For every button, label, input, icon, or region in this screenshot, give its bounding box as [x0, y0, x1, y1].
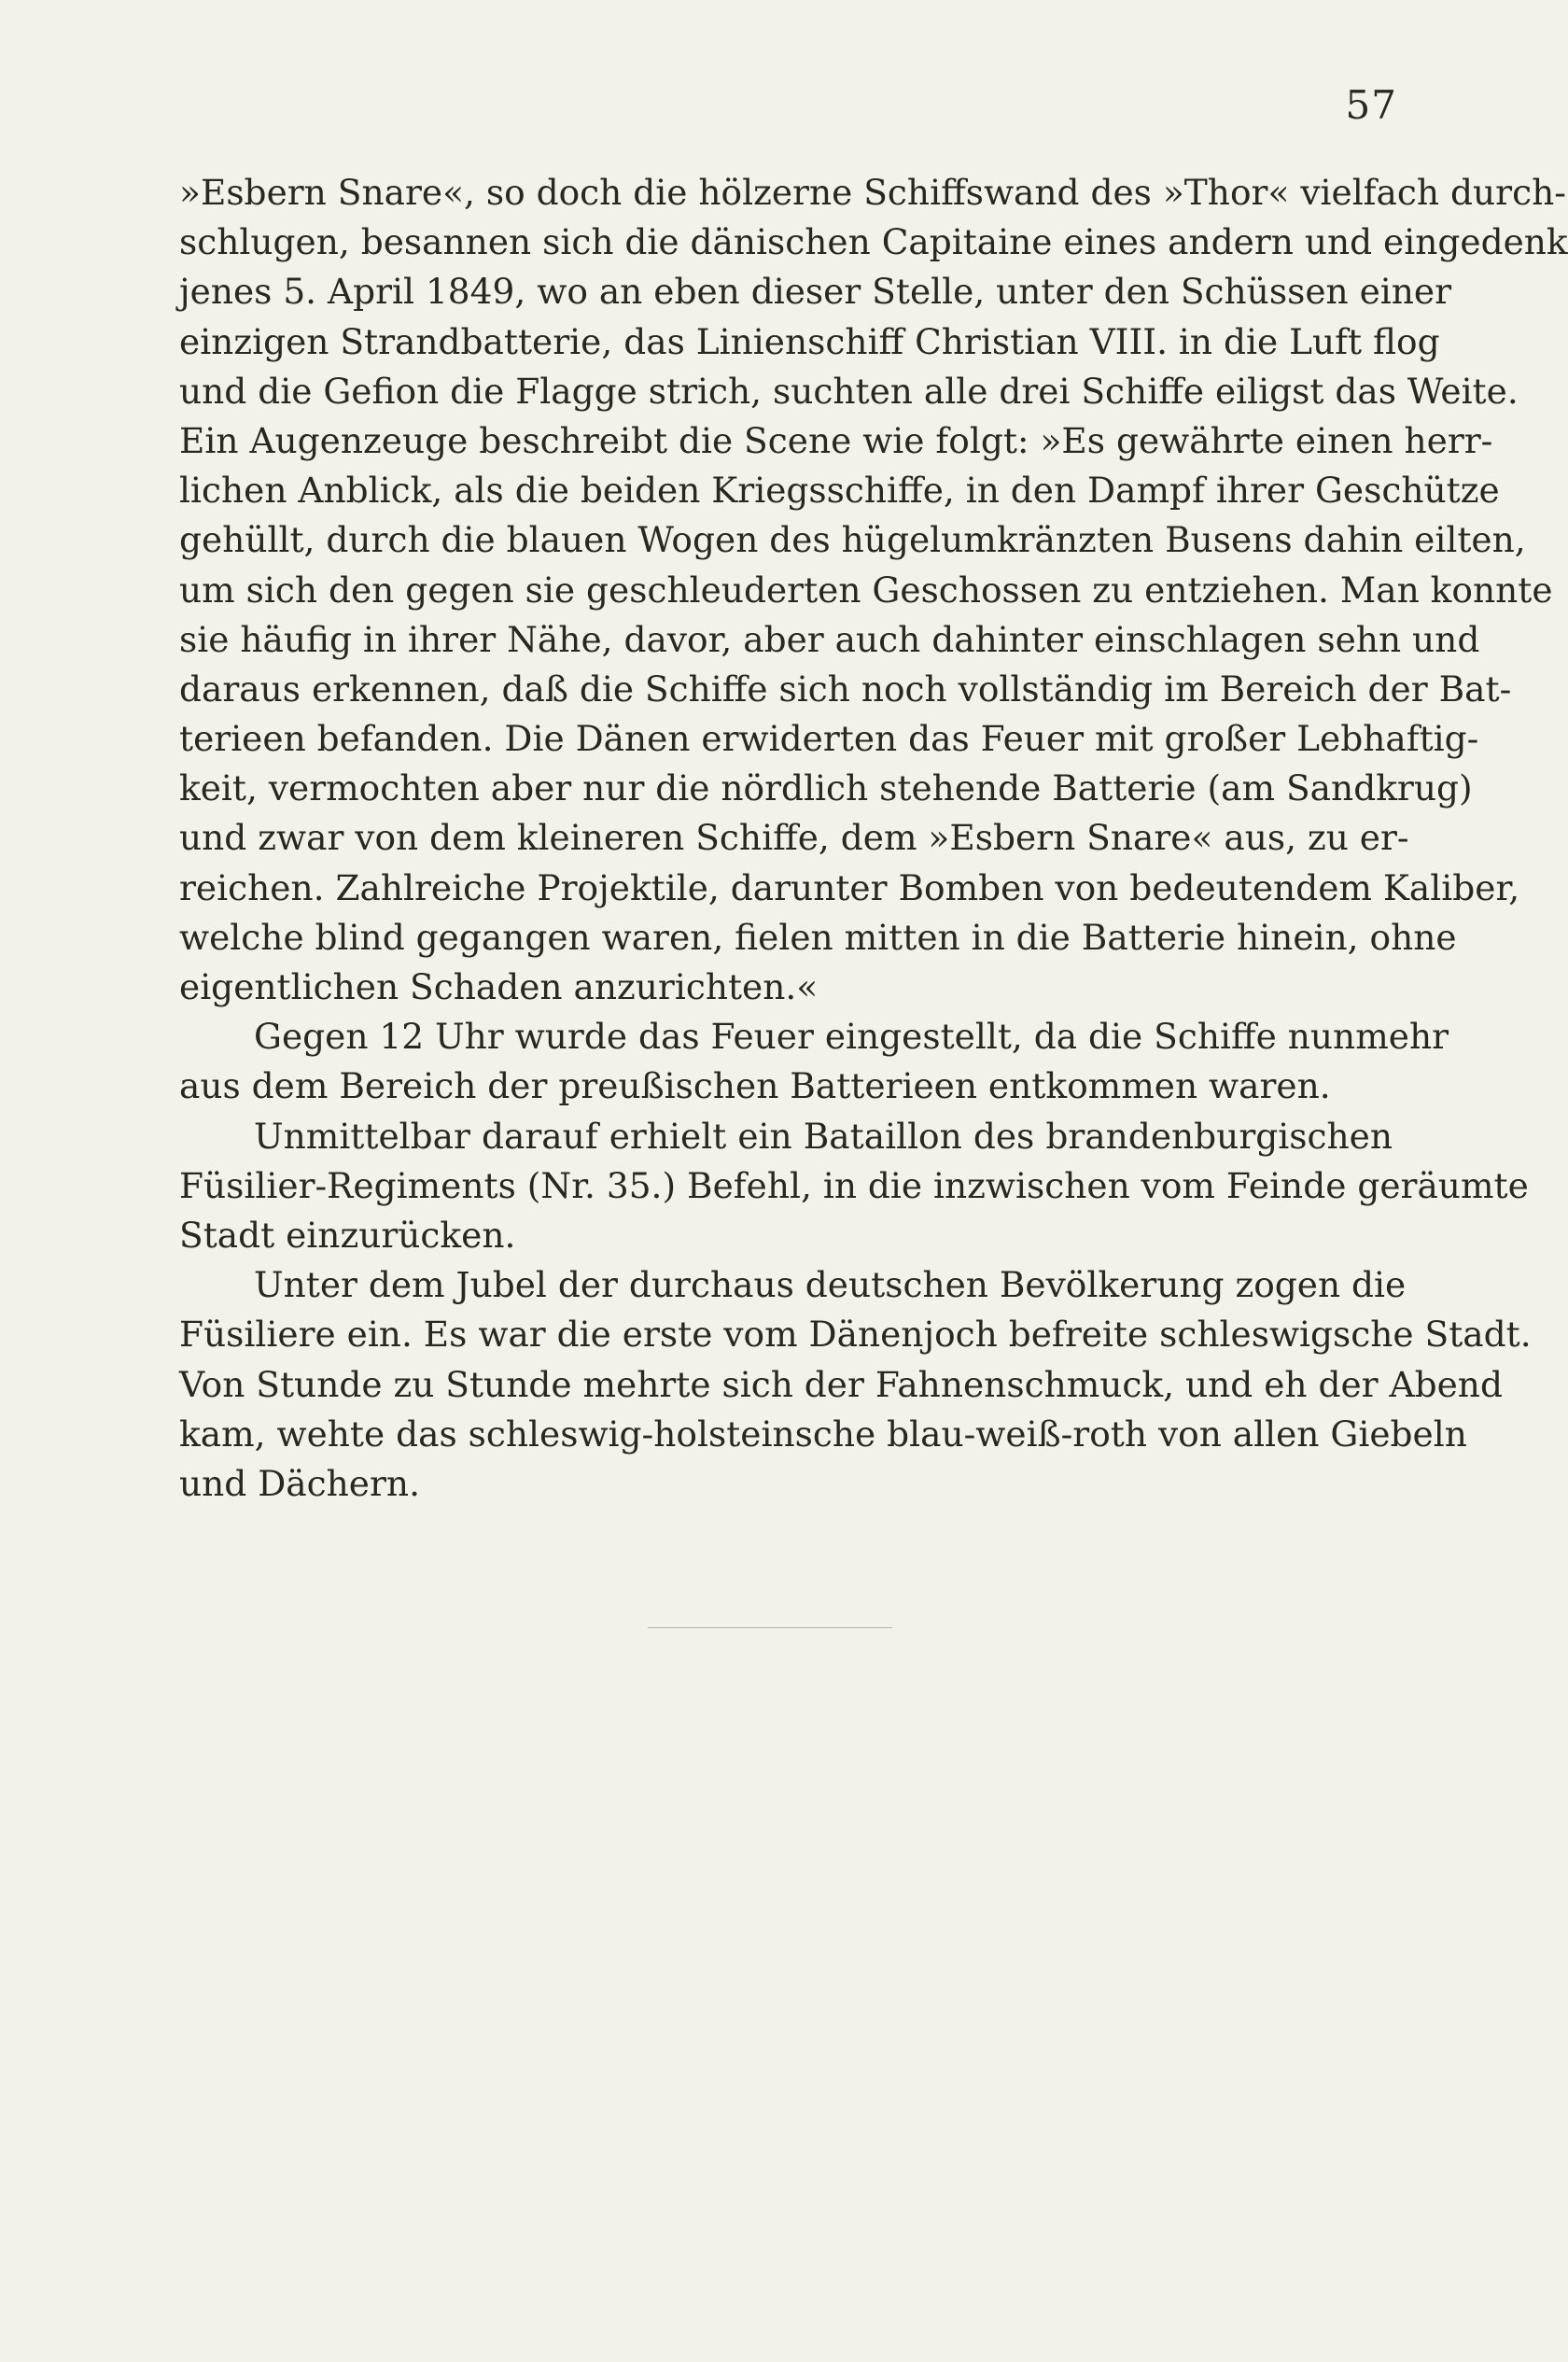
text-line: sie häufig in ihrer Nähe, davor, aber auch dahinter einschlagen sehn und [179, 618, 1480, 660]
text-line: Stadt einzurücken. [179, 1214, 516, 1256]
text-line: aus dem Bereich der preußischen Batterieen entkommen waren. [179, 1065, 1331, 1107]
text-line: Füsiliere ein. Es war die erste vom Dänenjoch befreite schleswigsche Stadt. [179, 1314, 1532, 1356]
body-text [179, 168, 1568, 1509]
text-line: Von Stunde zu Stunde mehrte sich der Fahnenschmuck, und eh der Abend [179, 1363, 1503, 1405]
page-number: 57 [1345, 82, 1397, 128]
text-line: Ein Augenzeuge beschreibt die Scene wie folgt: »Es gewährte einen herr- [179, 419, 1493, 461]
section-divider [648, 1627, 892, 1628]
text-line: und die Gefion die Flagge strich, suchten alle drei Schiffe eiligst das Weite. [179, 370, 1519, 412]
text-line: keit, vermochten aber nur die nördlich stehende Batterie (am Sandkrug) [179, 767, 1473, 809]
text-line: terieen befanden. Die Dänen erwiderten das Feuer mit großer Lebhaftig- [179, 718, 1479, 760]
text-line: Gegen 12 Uhr wurde das Feuer eingestellt, da die Schiffe nunmehr [254, 1016, 1449, 1058]
text-line: Unter dem Jubel der durchaus deutschen Bevölkerung zogen die [254, 1264, 1407, 1306]
text-line: kam, wehte das schleswig-holsteinsche blau-weiß-roth von allen Giebeln [179, 1413, 1467, 1455]
text-line: und zwar von dem kleineren Schiffe, dem »Esbern Snare« aus, zu er- [179, 817, 1409, 859]
text-line: Unmittelbar darauf erhielt ein Bataillon des brandenburgischen [254, 1115, 1393, 1157]
text-line: »Esbern Snare«, so doch die hölzerne Schiffswand des »Thor« vielfach durch- [179, 172, 1566, 213]
text-line: lichen Anblick, als die beiden Kriegsschiffe, in den Dampf ihrer Geschütze [179, 470, 1500, 512]
text-line: schlugen, besannen sich die dänischen Capitaine eines andern und eingedenk [179, 221, 1568, 263]
text-line: eigentlichen Schaden anzurichten.« [179, 966, 819, 1007]
text-line: reichen. Zahlreiche Projektile, darunter Bomben von bedeutendem Kaliber, [179, 866, 1520, 908]
text-line: einzigen Strandbatterie, das Linienschiff Christian VIII. in die Luft flog [179, 320, 1440, 362]
text-line: Füsilier-Regiments (Nr. 35.) Befehl, in die inzwischen vom Feinde geräumte [179, 1164, 1529, 1206]
text-line: und Dächern. [179, 1462, 420, 1504]
text-line: um sich den gegen sie geschleuderten Geschossen zu entziehen. Man konnte [179, 569, 1553, 611]
text-line: daraus erkennen, daß die Schiffe sich noch vollständig im Bereich der Bat- [179, 668, 1512, 710]
text-line: gehüllt, durch die blauen Wogen des hügelumkränzten Busens dahin eilten, [179, 519, 1526, 561]
text-line: jenes 5. April 1849, wo an eben dieser Stelle, unter den Schüssen einer [179, 271, 1452, 313]
text-line: welche blind gegangen waren, fielen mitten in die Batterie hinein, ohne [179, 916, 1457, 958]
